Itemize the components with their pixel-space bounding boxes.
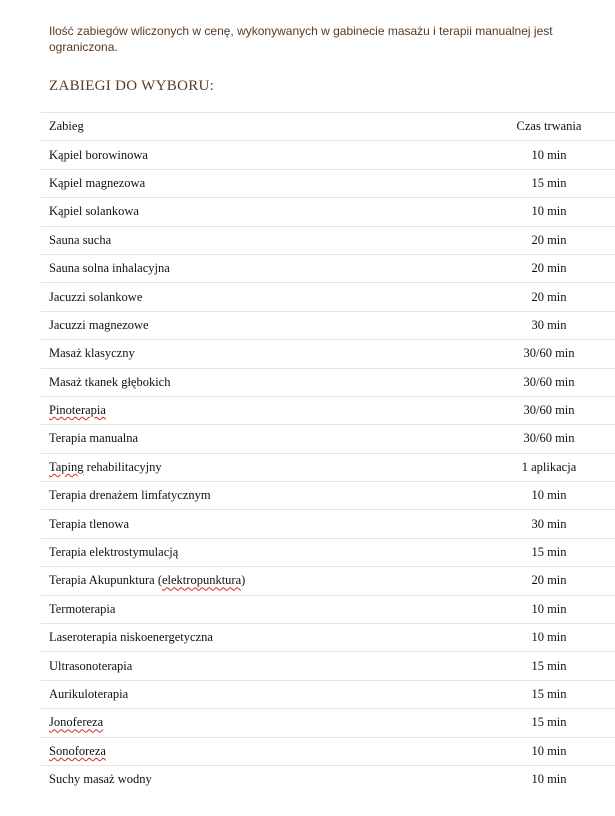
treatment-name: Jacuzzi solankowe — [41, 283, 483, 311]
treatment-duration: 30/60 min — [483, 425, 615, 453]
treatment-name-text: Jonofereza — [49, 715, 104, 730]
treatment-duration: 20 min — [483, 226, 615, 254]
table-header-row — [41, 113, 615, 141]
table-row — [41, 567, 615, 595]
treatment-name: Masaż klasyczny — [41, 340, 483, 368]
treatment-name — [41, 567, 483, 595]
table-row — [41, 737, 615, 765]
treatment-name: Sauna sucha — [41, 226, 483, 254]
treatment-name: Laseroterapia niskoenergetyczna — [41, 624, 483, 652]
table-row — [41, 709, 615, 737]
table-row — [41, 482, 615, 510]
treatment-duration: 1 aplikacja — [483, 453, 615, 481]
treatment-name-part: rehabilitacyjny — [83, 459, 162, 474]
treatment-name-text: Pinoterapia — [49, 403, 106, 418]
treatment-name-part: ) — [241, 573, 246, 588]
treatment-duration: 10 min — [483, 595, 615, 623]
table-row — [41, 283, 615, 311]
table-row — [41, 141, 615, 169]
treatment-name: Kąpiel magnezowa — [41, 169, 483, 197]
treatment-name: Jacuzzi magnezowe — [41, 311, 483, 339]
treatment-name: Terapia manualna — [41, 425, 483, 453]
table-row — [41, 340, 615, 368]
treatment-duration: 10 min — [483, 765, 615, 793]
treatment-name: Suchy masaż wodny — [41, 765, 483, 793]
table-row — [41, 226, 615, 254]
table-row — [41, 198, 615, 226]
table-row — [41, 765, 615, 793]
treatment-name: Terapia tlenowa — [41, 510, 483, 538]
treatment-name: Kąpiel borowinowa — [41, 141, 483, 169]
treatment-name: Terapia elektrostymulacją — [41, 538, 483, 566]
table-row — [41, 652, 615, 680]
treatment-duration: 30/60 min — [483, 340, 615, 368]
treatment-duration: 10 min — [483, 624, 615, 652]
treatment-name-part: elektropunktura — [161, 573, 242, 588]
treatment-name: Terapia drenażem limfatycznym — [41, 482, 483, 510]
treatment-name: Sauna solna inhalacyjna — [41, 254, 483, 282]
treatment-duration: 20 min — [483, 254, 615, 282]
treatment-duration: 15 min — [483, 538, 615, 566]
table-row — [41, 510, 615, 538]
treatment-duration: 20 min — [483, 283, 615, 311]
table-row — [41, 624, 615, 652]
table-row — [41, 254, 615, 282]
treatment-duration: 30 min — [483, 510, 615, 538]
treatment-duration: 30/60 min — [483, 396, 615, 424]
section-heading: ZABIEGI DO WYBORU: — [49, 78, 215, 94]
treatment-name-text: Sonoforeza — [49, 743, 106, 758]
table-row — [41, 425, 615, 453]
treatment-duration: 30/60 min — [483, 368, 615, 396]
treatment-name: Ultrasonoterapia — [41, 652, 483, 680]
treatment-duration: 30 min — [483, 311, 615, 339]
table-row — [41, 538, 615, 566]
table-row — [41, 368, 615, 396]
treatment-name: Aurikuloterapia — [41, 680, 483, 708]
table-row — [41, 169, 615, 197]
treatment-duration: 10 min — [483, 141, 615, 169]
table-row — [41, 396, 615, 424]
treatment-duration: 20 min — [483, 567, 615, 595]
treatment-duration: 15 min — [483, 680, 615, 708]
header-treatment: Zabieg — [41, 113, 483, 141]
treatment-name: Termoterapia — [41, 595, 483, 623]
treatment-name — [41, 737, 483, 765]
treatment-duration: 15 min — [483, 652, 615, 680]
table-row — [41, 453, 615, 481]
table-row — [41, 680, 615, 708]
treatment-name: Masaż tkanek głębokich — [41, 368, 483, 396]
treatment-duration: 15 min — [483, 169, 615, 197]
treatment-duration: 10 min — [483, 737, 615, 765]
treatment-duration: 10 min — [483, 198, 615, 226]
treatment-name: Kąpiel solankowa — [41, 198, 483, 226]
treatment-duration: 15 min — [483, 709, 615, 737]
treatment-name-part: Taping — [49, 459, 84, 474]
treatment-name — [41, 709, 483, 737]
intro-text: Ilość zabiegów wliczonych w cenę, wykonywanych w gabinecie masażu i terapii manualnej jest ograniczona. — [49, 24, 553, 54]
header-duration: Czas trwania — [483, 113, 615, 141]
treatments-table — [41, 112, 615, 793]
treatment-duration: 10 min — [483, 482, 615, 510]
table-row — [41, 595, 615, 623]
treatment-name-part: Terapia Akupunktura ( — [49, 573, 162, 588]
table-row — [41, 311, 615, 339]
treatment-name — [41, 396, 483, 424]
treatment-name — [41, 453, 483, 481]
